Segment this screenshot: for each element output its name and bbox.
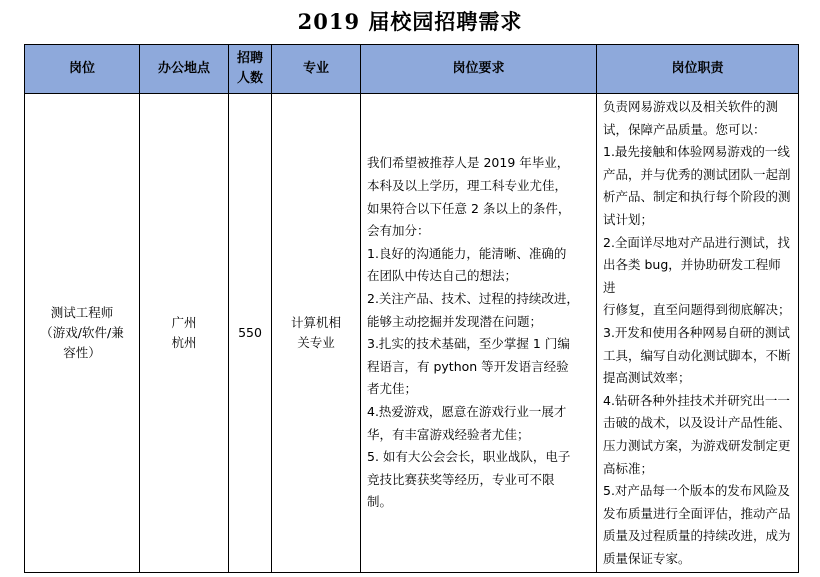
duty-line: 1.最先接触和体验网易游戏的一线 <box>603 144 790 160</box>
header-requirements: 岗位要求 <box>361 45 597 94</box>
duty-line: 产品，并与优秀的测试团队一起剖 <box>603 166 791 182</box>
duty-line: 质量保证专家。 <box>603 550 691 566</box>
duty-line: 质量及过程质量的持续改进，成为 <box>603 528 791 544</box>
office-line: 广州 <box>171 315 197 331</box>
requirement-line: 本科及以上学历，理工科专业尤佳， <box>367 178 568 194</box>
cell-headcount: 550 <box>229 94 272 573</box>
requirement-line: 竞技比赛获奖等经历，专业可不限 <box>367 471 555 487</box>
header-office: 办公地点 <box>140 45 229 94</box>
duty-line: 提高测试效率； <box>603 370 691 386</box>
requirement-line: 能够主动挖掘并发现潜在问题； <box>367 313 543 329</box>
requirement-line: 制。 <box>367 494 393 510</box>
duty-line: 压力测试方案，为游戏研发制定更 <box>603 437 791 453</box>
requirement-line: 3.扎实的技术基础，至少掌握 1 门编 <box>367 336 570 352</box>
header-position: 岗位 <box>25 45 140 94</box>
duty-line: 负责网易游戏以及相关软件的测 <box>603 99 779 114</box>
header-headcount <box>229 45 272 94</box>
requirement-line: 华，有丰富游戏经验者尤佳； <box>367 426 530 442</box>
position-line: 容性） <box>63 345 101 361</box>
duty-line: 击破的战术，以及设计产品性能、 <box>603 415 791 431</box>
duty-line: 4.钻研各种外挂技术并研究出一一 <box>603 392 790 408</box>
duty-line: 出各类 bug，并协助研发工程师进 <box>603 257 781 295</box>
header-duties: 岗位职责 <box>597 45 799 94</box>
header-major: 专业 <box>272 45 361 94</box>
duty-line: 2.全面详尽地对产品进行测试，找 <box>603 234 790 250</box>
recruitment-table <box>24 44 799 573</box>
duty-line: 试计划； <box>603 211 654 227</box>
duty-line: 析产品、制定和执行每个阶段的测 <box>603 189 791 205</box>
requirement-line: 者尤佳； <box>367 381 418 397</box>
requirement-line: 如果符合以下任意 2 条以上的条件， <box>367 200 571 216</box>
header-headcount-line2: 人数 <box>236 71 263 86</box>
requirement-line: 会有加分： <box>367 223 430 239</box>
duty-line: 发布质量进行全面评估，推动产品 <box>603 505 791 521</box>
duty-line: 工具，编写自动化测试脚本，不断 <box>603 347 791 363</box>
duty-line: 3.开发和使用各种网易自研的测试 <box>603 324 790 340</box>
table-row <box>25 94 799 573</box>
header-row <box>25 45 799 94</box>
requirement-line: 5. 如有大公会会长，职业战队，电子 <box>367 449 571 465</box>
requirement-line: 我们希望被推荐人是 2019 年毕业， <box>367 155 570 171</box>
cell-requirements <box>361 94 597 573</box>
requirement-line: 在团队中传达自己的想法； <box>367 268 518 284</box>
requirement-line: 1.良好的沟通能力，能清晰、准确的 <box>367 245 567 261</box>
cell-position <box>25 94 140 573</box>
major-line: 计算机相 <box>290 315 341 331</box>
cell-office <box>140 94 229 573</box>
major-line: 关专业 <box>297 335 335 351</box>
page-title: 2019 届校园招聘需求 <box>297 9 523 34</box>
position-line: 测试工程师 <box>50 305 114 321</box>
duty-line: 试，保障产品质量。您可以： <box>603 121 766 137</box>
duty-line: 高标准； <box>603 460 654 476</box>
cell-duties <box>597 94 799 573</box>
position-line: （游戏/软件/兼 <box>40 325 124 341</box>
office-line: 杭州 <box>171 335 197 351</box>
header-headcount-line1: 招聘 <box>236 51 263 66</box>
requirement-line: 2.关注产品、技术、过程的持续改进， <box>367 291 579 307</box>
cell-major <box>272 94 361 573</box>
duty-line: 行修复，直至问题得到彻底解决； <box>603 302 791 318</box>
duty-line: 5.对产品每一个版本的发布风险及 <box>603 483 790 499</box>
requirement-line: 4.热爱游戏，愿意在游戏行业一展才 <box>367 404 567 420</box>
requirement-line: 程语言，有 python 等开发语言经验 <box>367 358 569 374</box>
